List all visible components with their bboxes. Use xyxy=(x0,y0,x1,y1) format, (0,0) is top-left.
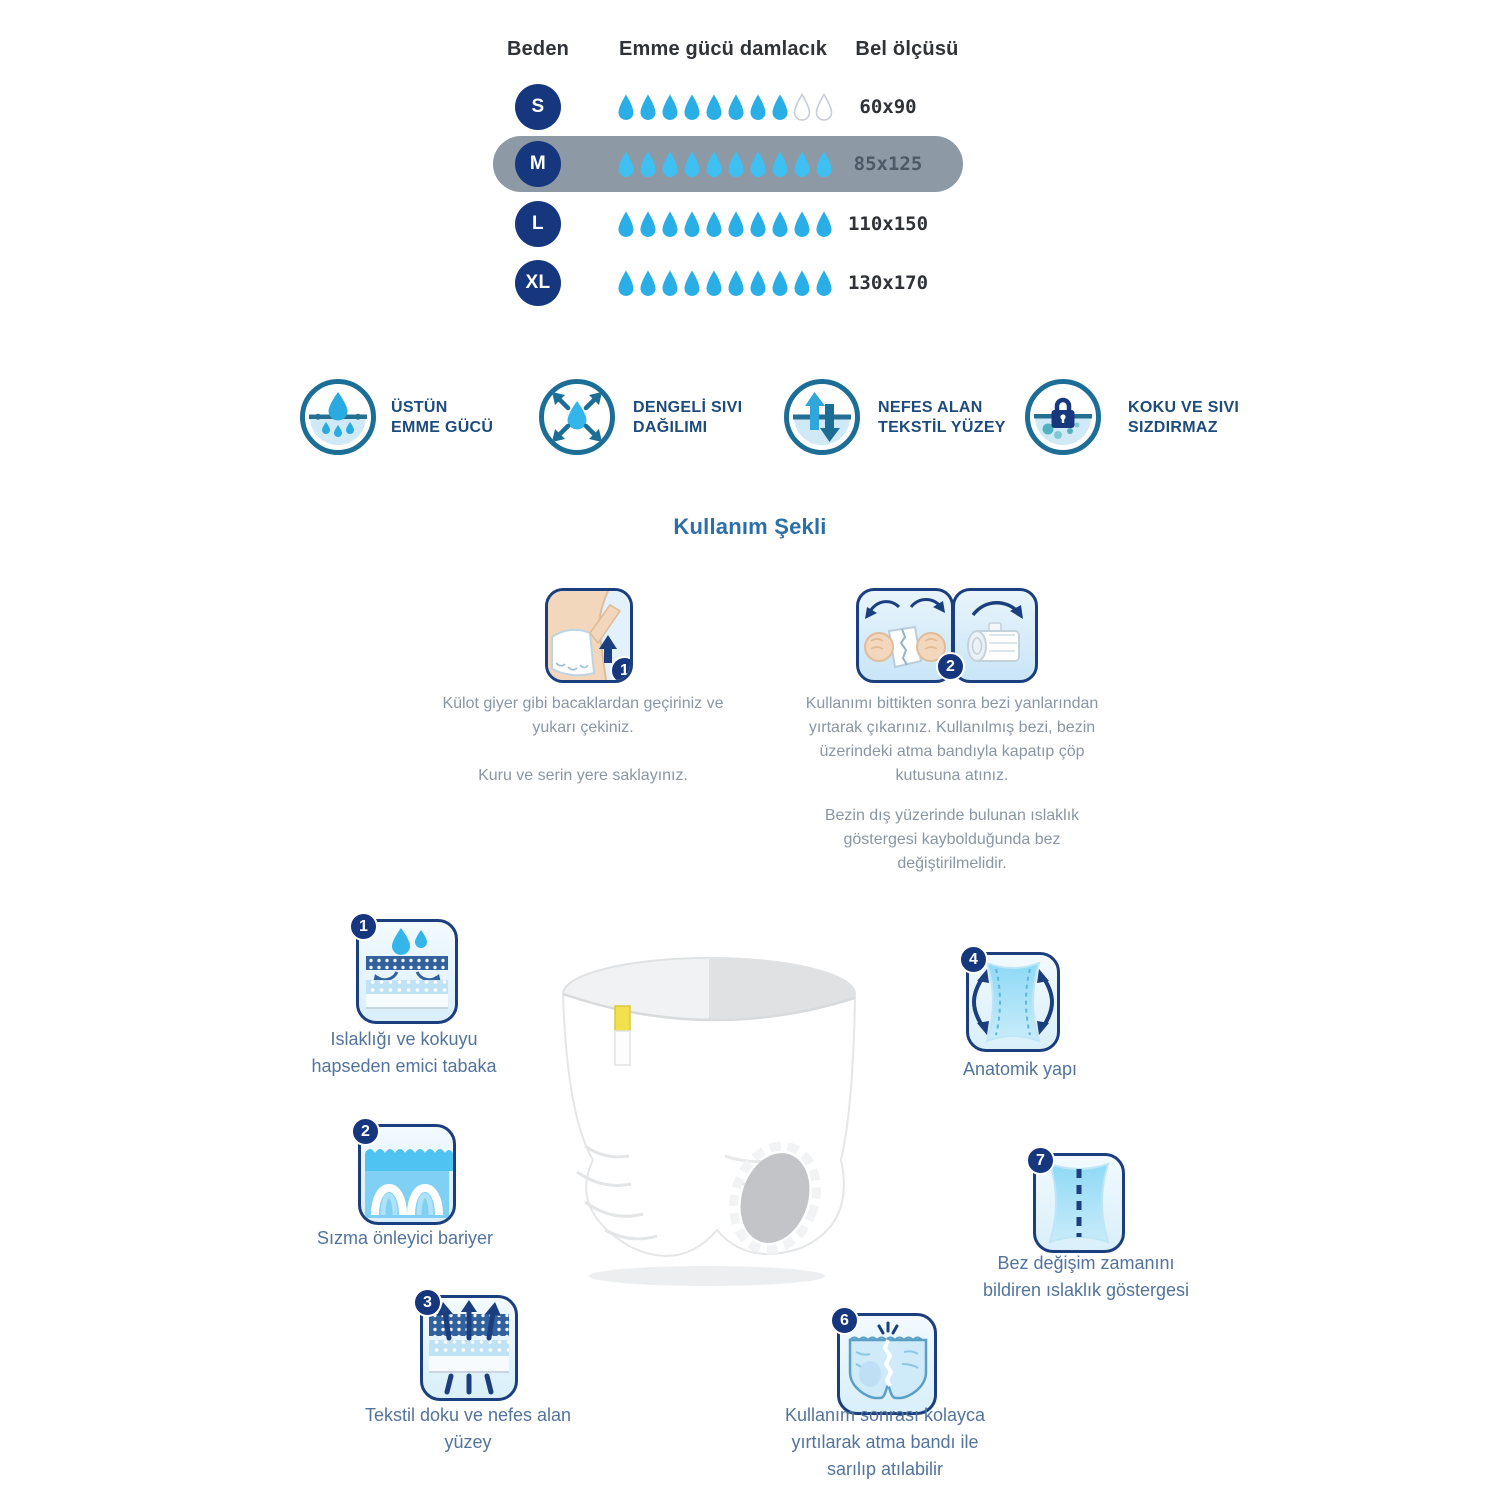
droplet-rating xyxy=(616,93,836,121)
droplet-filled-icon xyxy=(748,93,768,121)
superior-absorbency-icon xyxy=(300,379,376,455)
size-row-m-highlighted xyxy=(493,136,963,192)
step2-paragraph: Kullanımı bittikten sonra bezi yanlarından yırtarak çıkarınız. Kullanılmış bezi, bezin üzerindeki atma bandıyla kapatıp çöp kutusuna atınız. xyxy=(805,695,1099,784)
feature-label-anatomic: Anatomik yapı xyxy=(962,1059,1078,1079)
balanced-liquid-distribution-icon xyxy=(539,379,615,455)
feature-number-badge: 6 xyxy=(830,1306,859,1335)
size-table-header-size: Beden xyxy=(506,38,570,60)
anatomic-shape-icon xyxy=(966,952,1060,1052)
droplet-filled-icon xyxy=(682,93,702,121)
benefit-label-breathable: NEFES ALAN TEKSTİL YÜZEY xyxy=(878,399,1006,436)
step1-number-badge: 1 xyxy=(610,656,633,683)
feature-number-badge: 1 xyxy=(349,912,378,941)
droplet-filled-icon xyxy=(704,210,724,238)
waist-measurement: 60x90 xyxy=(859,96,917,118)
feature-label-tear-away: Kullanım sonrası kolayca yırtılarak atma bandı ile sarılıp atılabilir xyxy=(784,1405,986,1479)
waist-measurement: 85x125 xyxy=(853,153,923,175)
droplet-filled-icon xyxy=(748,150,768,178)
droplet-filled-icon xyxy=(660,150,680,178)
product-photo-diaper-pants xyxy=(557,946,861,1293)
size-badge-s: S xyxy=(515,84,561,130)
size-row-l xyxy=(493,196,963,252)
step2-number-badge: 2 xyxy=(936,652,965,681)
droplet-filled-icon xyxy=(616,269,636,297)
wetness-indicator-tag xyxy=(615,1006,630,1065)
benefit-label-absorbency: ÜSTÜN EMME GÜCÜ xyxy=(391,399,494,436)
droplet-rating xyxy=(616,269,836,297)
droplet-empty-icon xyxy=(792,93,812,121)
size-row-xl xyxy=(493,255,963,311)
breathable-layer-icon xyxy=(420,1295,518,1401)
droplet-rating xyxy=(616,210,836,238)
size-badge-m: M xyxy=(515,141,561,187)
waist-measurement: 110x150 xyxy=(847,213,929,235)
droplet-filled-icon xyxy=(726,150,746,178)
droplet-filled-icon xyxy=(638,150,658,178)
step1-paragraph: Kuru ve serin yere saklayınız. xyxy=(478,767,688,784)
droplet-filled-icon xyxy=(770,210,790,238)
step2-paragraph: Bezin dış yüzerinde bulunan ıslaklık göstergesi kaybolduğunda bez değiştirilmelidir. xyxy=(824,807,1080,872)
odor-liquid-lock-icon xyxy=(1025,379,1101,455)
feature-number-badge: 7 xyxy=(1026,1146,1055,1175)
tear-away-disposal-icon xyxy=(837,1313,937,1415)
droplet-filled-icon xyxy=(726,210,746,238)
benefit-label-leakproof: KOKU VE SIVI SIZDIRMAZ xyxy=(1128,399,1240,436)
feature-label-breathable-layer: Tekstil doku ve nefes alan yüzey xyxy=(364,1405,572,1452)
droplet-filled-icon xyxy=(704,93,724,121)
droplet-filled-icon xyxy=(682,269,702,297)
droplet-filled-icon xyxy=(792,269,812,297)
droplet-filled-icon xyxy=(616,210,636,238)
droplet-filled-icon xyxy=(726,269,746,297)
droplet-filled-icon xyxy=(770,150,790,178)
feature-number-badge: 4 xyxy=(959,945,988,974)
size-row-s xyxy=(493,79,963,135)
droplet-filled-icon xyxy=(660,93,680,121)
feature-number-badge: 2 xyxy=(351,1117,380,1146)
droplet-filled-icon xyxy=(638,93,658,121)
step1-pull-up-illustration xyxy=(545,588,633,683)
droplet-filled-icon xyxy=(792,210,812,238)
step1-paragraph: Külot giyer gibi bacaklardan geçiriniz ve yukarı çekiniz. xyxy=(442,695,724,736)
droplet-filled-icon xyxy=(660,269,680,297)
feature-number-badge: 3 xyxy=(413,1288,442,1317)
droplet-filled-icon xyxy=(748,269,768,297)
usage-section-title: Kullanım Şekli xyxy=(673,514,827,539)
droplet-filled-icon xyxy=(704,269,724,297)
droplet-filled-icon xyxy=(638,210,658,238)
droplet-filled-icon xyxy=(616,150,636,178)
droplet-rating xyxy=(616,150,836,178)
feature-label-wetness-indicator: Bez değişim zamanını bildiren ıslaklık göstergesi xyxy=(982,1253,1190,1300)
droplet-filled-icon xyxy=(682,210,702,238)
droplet-filled-icon xyxy=(726,93,746,121)
absorbent-core-icon xyxy=(356,919,458,1024)
droplet-filled-icon xyxy=(616,93,636,121)
droplet-filled-icon xyxy=(770,269,790,297)
breathable-textile-icon xyxy=(784,379,860,455)
feature-label-absorbent-core: Islaklığı ve kokuyu hapseden emici tabaka xyxy=(311,1029,497,1076)
step2-rollup-illustration xyxy=(952,588,1038,683)
feature-label-leak-barrier: Sızma önleyici bariyer xyxy=(316,1228,494,1248)
size-table-header-waist: Bel ölçüsü xyxy=(855,38,959,60)
step2-instructions xyxy=(790,692,1114,892)
size-badge-l: L xyxy=(515,201,561,247)
wetness-indicator-icon xyxy=(1033,1153,1125,1253)
droplet-filled-icon xyxy=(748,210,768,238)
droplet-filled-icon xyxy=(704,150,724,178)
droplet-filled-icon xyxy=(792,150,812,178)
leak-barrier-icon xyxy=(358,1124,456,1225)
size-table-header-absorbency: Emme gücü damlacık xyxy=(618,38,828,60)
droplet-filled-icon xyxy=(660,210,680,238)
droplet-filled-icon xyxy=(638,269,658,297)
waist-measurement: 130x170 xyxy=(847,272,929,294)
step1-instructions xyxy=(433,692,733,804)
droplet-filled-icon xyxy=(770,93,790,121)
size-badge-xl: XL xyxy=(515,260,561,306)
benefit-label-distribution: DENGELİ SIVI DAĞILIMI xyxy=(633,399,743,436)
droplet-filled-icon xyxy=(682,150,702,178)
